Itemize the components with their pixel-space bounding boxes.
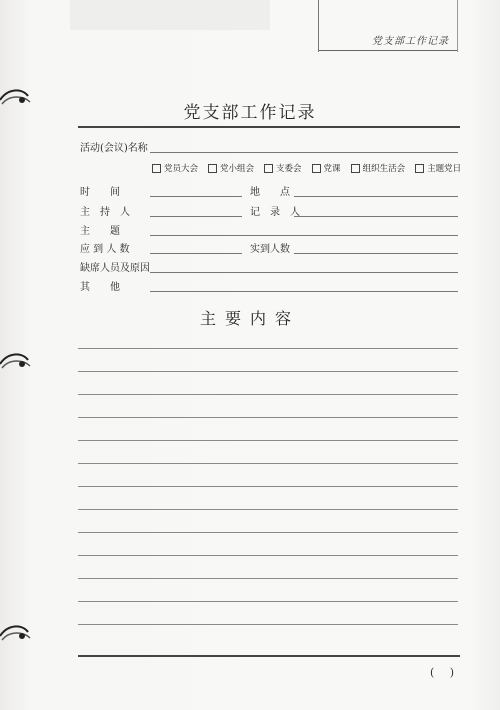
header-tab (318, 0, 458, 52)
meeting-type-option[interactable]: 支委会 (264, 162, 302, 174)
meeting-type-option[interactable]: 主题党日 (415, 162, 461, 174)
activity-name-field[interactable] (150, 152, 458, 153)
running-head: 党支部工作记录 (372, 36, 449, 47)
expected-count-field[interactable] (150, 253, 242, 254)
absent-label: 缺席人员及原因 (80, 263, 150, 274)
checkbox-icon[interactable] (264, 164, 273, 173)
host-field[interactable] (150, 216, 242, 217)
writing-line[interactable] (78, 486, 458, 487)
recorder-field[interactable] (294, 216, 458, 217)
writing-line[interactable] (78, 417, 458, 418)
writing-line[interactable] (78, 578, 458, 579)
writing-line[interactable] (78, 440, 458, 441)
header-rule (319, 50, 457, 51)
place-label: 地 点 (250, 187, 290, 198)
writing-line[interactable] (78, 624, 458, 625)
checkbox-icon[interactable] (312, 164, 321, 173)
writing-line[interactable] (78, 509, 458, 510)
other-field[interactable] (150, 291, 458, 292)
checkbox-icon[interactable] (415, 164, 424, 173)
topic-label: 主 题 (80, 226, 120, 237)
time-field[interactable] (150, 196, 242, 197)
checkbox-icon[interactable] (152, 164, 161, 173)
binder-ring-icon (0, 622, 40, 648)
content-title: 主要内容 (199, 309, 300, 328)
binder-ring-icon (0, 350, 40, 376)
topic-field[interactable] (150, 235, 458, 236)
absent-field[interactable] (150, 272, 458, 273)
meeting-type-option[interactable]: 党员大会 (152, 162, 198, 174)
writing-line[interactable] (78, 394, 458, 395)
writing-line[interactable] (78, 371, 458, 372)
title-rule (78, 126, 460, 128)
meeting-type-options (152, 162, 461, 174)
time-label: 时 间 (80, 187, 120, 198)
recorder-label: 记 录 人 (250, 207, 300, 218)
page-number: ( ) (430, 666, 461, 679)
bottom-rule (78, 655, 460, 657)
writing-line[interactable] (78, 555, 458, 556)
writing-line[interactable] (78, 463, 458, 464)
activity-name-label: 活动(会议)名称 (80, 143, 148, 154)
writing-line[interactable] (78, 532, 458, 533)
writing-line[interactable] (78, 601, 458, 602)
scan-shadow (70, 0, 270, 30)
meeting-type-option[interactable]: 党课 (312, 162, 341, 174)
meeting-type-option[interactable]: 党小组会 (208, 162, 254, 174)
page-title: 党支部工作记录 (183, 103, 317, 123)
expected-count-label: 应 到 人 数 (80, 244, 130, 255)
other-label: 其 他 (80, 282, 120, 293)
meeting-type-option[interactable]: 组织生活会 (351, 162, 406, 174)
host-label: 主 持 人 (80, 207, 130, 218)
checkbox-icon[interactable] (208, 164, 217, 173)
place-field[interactable] (294, 196, 458, 197)
checkbox-icon[interactable] (351, 164, 360, 173)
writing-line[interactable] (78, 348, 458, 349)
actual-count-field[interactable] (294, 253, 458, 254)
actual-count-label: 实到人数 (250, 244, 290, 255)
